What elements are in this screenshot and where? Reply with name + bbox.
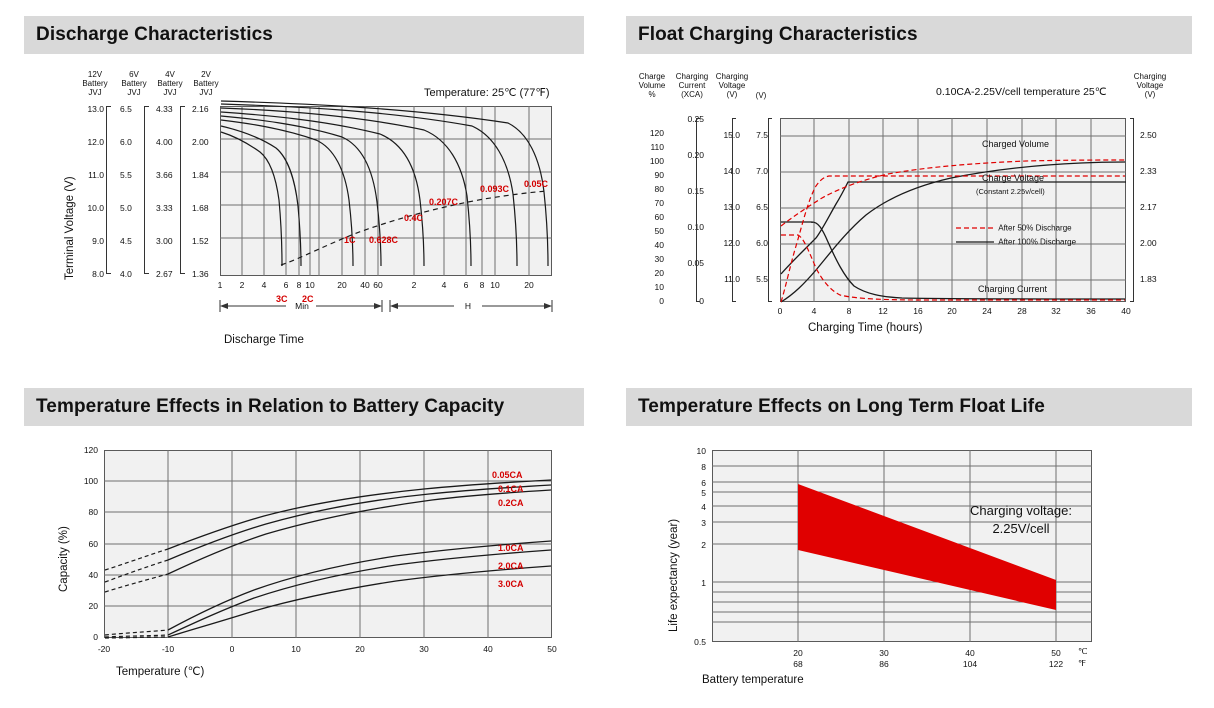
float-xtick-36: 36	[1086, 306, 1096, 316]
scale-2v-1: 2.00	[192, 137, 209, 147]
xtick-min-2: 2	[239, 280, 245, 290]
legend-label-50: After 50% Discharge	[998, 223, 1072, 233]
header-right-charging-voltage: Charging Voltage (V)	[1133, 72, 1167, 100]
header-2v: 2V Battery JVJ	[193, 70, 219, 98]
xtick-h-8: 8	[479, 280, 485, 290]
cap-ytick-60: 60	[88, 539, 98, 549]
float-curves	[626, 60, 1192, 360]
life-xtick-c-20: 20	[793, 648, 803, 658]
life-ytick-6: 6	[701, 478, 706, 488]
xtick-h-2: 2	[411, 280, 417, 290]
life-xunit-f: ℉	[1078, 658, 1087, 668]
scale-current-020: 0.20	[687, 150, 704, 160]
panel-float-title: Float Charging Characteristics	[626, 16, 1192, 54]
xtick-min-10: 10	[305, 280, 315, 290]
curve-label-04c: 0.4C	[404, 213, 424, 223]
cap-ytick-80: 80	[88, 507, 98, 517]
xtick-min-8: 8	[296, 280, 302, 290]
scale-12v-3: 10.0	[87, 203, 104, 213]
scale-4v-4: 3.00	[156, 236, 173, 246]
scale-voltage6-65: 6.5	[756, 202, 768, 212]
cap-xtick-10: 10	[291, 644, 301, 654]
scale-4v-5: 2.67	[156, 269, 173, 279]
scale-right-250: 2.50	[1140, 130, 1157, 140]
curve-label-0628c: 0.628C	[369, 235, 399, 245]
scale-2v-2: 1.84	[192, 170, 209, 180]
cap-label-10ca: 1.0CA	[498, 543, 524, 553]
cap-label-02ca: 0.2CA	[498, 498, 524, 508]
life-ytick-10: 10	[696, 446, 706, 456]
scale-4v-3: 3.33	[156, 203, 173, 213]
float-xtick-4: 4	[811, 306, 817, 316]
scale-voltage-13: 13.0	[723, 202, 740, 212]
scale-voltage6-70: 7.0	[756, 166, 768, 176]
xtick-min-4: 4	[261, 280, 267, 290]
header-12v: 12V Battery JVJ	[82, 70, 108, 98]
header-4v: 4V Battery JVJ	[157, 70, 183, 98]
float-x-axis-title: Charging Time (hours)	[808, 322, 923, 334]
scale-6v-4: 4.5	[120, 236, 132, 246]
float-life-chart	[626, 432, 1192, 692]
cap-ytick-40: 40	[88, 570, 98, 580]
curve-label-2c: 2C	[302, 294, 314, 304]
scale-voltage-14: 14.0	[723, 166, 740, 176]
xtick-h-4: 4	[441, 280, 447, 290]
discharge-y-axis-title: Terminal Voltage (V)	[64, 176, 76, 280]
scale-6v-1: 6.0	[120, 137, 132, 147]
cap-ytick-0: 0	[93, 632, 98, 642]
scale-volume-30: 30	[654, 254, 664, 264]
cap-xtick-50: 50	[547, 644, 557, 654]
scale-volume-70: 70	[654, 198, 664, 208]
legend-swatch-50	[956, 223, 996, 233]
cap-xtick-0: 0	[229, 644, 235, 654]
float-life-band	[626, 432, 1192, 692]
scale-6v-5: 4.0	[120, 269, 132, 279]
scale-6v-2: 5.5	[120, 170, 132, 180]
scale-right-233: 2.33	[1140, 166, 1157, 176]
cap-xtick-m10: -10	[161, 644, 175, 654]
xtick-min-60: 60	[373, 280, 383, 290]
curve-label-3c: 3C	[276, 294, 288, 304]
cap-xtick-30: 30	[419, 644, 429, 654]
scale-volume-10: 10	[654, 282, 664, 292]
scale-4v-0: 4.33	[156, 104, 173, 114]
cap-ytick-100: 100	[83, 476, 98, 486]
life-ytick-3: 3	[701, 518, 706, 528]
discharge-x-axis-title: Discharge Time	[224, 334, 304, 346]
curve-label-1c: 1C	[344, 235, 356, 245]
life-ytick-05: 0.5	[694, 637, 706, 647]
scale-voltage6-60: 6.0	[756, 238, 768, 248]
life-xtick-f-122: 122	[1048, 659, 1064, 669]
life-xunit-c: ℃	[1078, 646, 1088, 656]
panel-discharge-title: Discharge Characteristics	[24, 16, 584, 54]
float-legend-2	[956, 237, 1076, 247]
xtick-min-20: 20	[337, 280, 347, 290]
float-xtick-24: 24	[982, 306, 992, 316]
xtick-min-6: 6	[283, 280, 289, 290]
life-ytick-5: 5	[701, 488, 706, 498]
scale-current-005: 0.05	[687, 258, 704, 268]
cap-xtick-40: 40	[483, 644, 493, 654]
legend-label-100: After 100% Discharge	[998, 237, 1077, 247]
panel-float	[626, 16, 1192, 54]
scale-voltage-15: 15.0	[723, 130, 740, 140]
scale-right-183: 1.83	[1140, 274, 1157, 284]
cap-ytick-20: 20	[88, 601, 98, 611]
float-xtick-12: 12	[878, 306, 888, 316]
scale-current-025: 0.25	[687, 114, 704, 124]
life-xtick-f-68: 68	[793, 659, 803, 669]
label-charged-volume: Charged Volume	[982, 139, 1050, 149]
scale-6v-0: 6.5	[120, 104, 132, 114]
cap-label-30ca: 3.0CA	[498, 579, 524, 589]
scale-volume-0: 0	[659, 296, 664, 306]
scale-right-200: 2.00	[1140, 238, 1157, 248]
scale-12v-5: 8.0	[92, 269, 104, 279]
xtick-h-20: 20	[524, 280, 534, 290]
panel-temp-capacity	[24, 388, 584, 426]
float-chart	[626, 60, 1192, 360]
panel-float-life	[626, 388, 1192, 426]
panel-float-life-title: Temperature Effects on Long Term Float Life	[626, 388, 1192, 426]
curve-label-0093c: 0.093C	[480, 184, 510, 194]
scale-12v-1: 12.0	[87, 137, 104, 147]
scale-2v-5: 1.36	[192, 269, 209, 279]
label-charging-current: Charging Current	[978, 284, 1048, 294]
discharge-curves	[24, 60, 584, 360]
header-6v: 6V Battery JVJ	[121, 70, 147, 98]
cap-ytick-120: 120	[83, 445, 98, 455]
header-charging-current: Charging Current (XCA)	[675, 72, 709, 100]
discharge-temperature-note: Temperature: 25℃ (77℉)	[424, 87, 550, 99]
scale-volume-100: 100	[649, 156, 664, 166]
float-xtick-40: 40	[1121, 306, 1131, 316]
cap-xtick-m20: -20	[97, 644, 111, 654]
scale-12v-0: 13.0	[87, 104, 104, 114]
life-ytick-8: 8	[701, 462, 706, 472]
float-xtick-16: 16	[913, 306, 923, 316]
scale-volume-90: 90	[654, 170, 664, 180]
scale-volume-50: 50	[654, 226, 664, 236]
header-charging-voltage: Charging Voltage (V)	[715, 72, 749, 100]
scale-4v-1: 4.00	[156, 137, 173, 147]
scale-4v-2: 3.66	[156, 170, 173, 180]
float-legend	[956, 223, 1072, 233]
float-annotation: 0.10CA-2.25V/cell temperature 25℃	[936, 86, 1107, 98]
scale-current-0: 0	[699, 296, 704, 306]
temp-capacity-chart	[24, 432, 584, 692]
life-xtick-f-104: 104	[962, 659, 978, 669]
cap-xtick-20: 20	[355, 644, 365, 654]
scale-voltage-12: 12.0	[723, 238, 740, 248]
header-voltage-secondary: (V)	[755, 91, 767, 100]
range-label-min: Min	[295, 301, 309, 311]
discharge-chart	[24, 60, 584, 360]
range-label-h: H	[464, 301, 472, 311]
cap-label-01ca: 0.1CA	[498, 484, 524, 494]
life-xtick-c-40: 40	[965, 648, 975, 658]
xtick-min-40: 40	[360, 280, 370, 290]
life-callout	[926, 502, 1116, 537]
scale-volume-40: 40	[654, 240, 664, 250]
life-ytick-4: 4	[701, 502, 706, 512]
float-xtick-28: 28	[1017, 306, 1027, 316]
float-xtick-0: 0	[777, 306, 783, 316]
scale-2v-4: 1.52	[192, 236, 209, 246]
scale-current-015: 0.15	[687, 186, 704, 196]
xtick-h-6: 6	[463, 280, 469, 290]
label-charge-voltage: Charge Voltage	[982, 173, 1045, 183]
scale-voltage-11: 11.0	[724, 274, 740, 284]
scale-2v-3: 1.68	[192, 203, 209, 213]
cap-label-20ca: 2.0CA	[498, 561, 524, 571]
scale-voltage6-55: 5.5	[756, 274, 768, 284]
scale-right-217: 2.17	[1140, 202, 1157, 212]
scale-volume-110: 110	[650, 142, 664, 152]
life-ytick-1: 1	[701, 578, 706, 588]
float-xtick-20: 20	[947, 306, 957, 316]
xtick-min-1: 1	[217, 280, 223, 290]
panel-temp-capacity-title: Temperature Effects in Relation to Battery Capacity	[24, 388, 584, 426]
cap-y-axis-title: Capacity (%)	[58, 526, 70, 592]
life-xtick-f-86: 86	[879, 659, 889, 669]
scale-2v-0: 2.16	[192, 104, 209, 114]
cap-x-axis-title: Temperature (℃)	[116, 666, 205, 678]
curve-label-0207c: 0.207C	[429, 197, 459, 207]
cap-label-005ca: 0.05CA	[492, 470, 523, 480]
life-xtick-c-50: 50	[1051, 648, 1061, 658]
scale-12v-2: 11.0	[88, 170, 104, 180]
life-y-axis-title: Life expectancy (year)	[668, 518, 680, 632]
life-xtick-c-30: 30	[879, 648, 889, 658]
scale-voltage6-75: 7.5	[756, 130, 768, 140]
curve-label-005c: 0.05C	[524, 179, 549, 189]
scale-current-010: 0.10	[687, 222, 704, 232]
scale-volume-20: 20	[654, 268, 664, 278]
scale-volume-120: 120	[649, 128, 664, 138]
float-xtick-8: 8	[846, 306, 852, 316]
panel-discharge	[24, 16, 584, 54]
label-charge-voltage-sub: (Constant 2.25v/cell)	[976, 187, 1045, 196]
life-callout-line2: 2.25V/cell	[992, 520, 1050, 536]
life-ytick-2: 2	[701, 540, 706, 550]
scale-volume-80: 80	[654, 184, 664, 194]
float-xtick-32: 32	[1051, 306, 1061, 316]
scale-volume-60: 60	[654, 212, 664, 222]
life-x-axis-title: Battery temperature	[702, 674, 804, 686]
life-callout-line1: Charging voltage:	[970, 503, 1072, 518]
header-charge-volume: Charge Volume %	[638, 72, 666, 100]
scale-6v-3: 5.0	[120, 203, 132, 213]
legend-swatch-100	[956, 237, 996, 247]
xtick-h-10: 10	[490, 280, 500, 290]
scale-12v-4: 9.0	[92, 236, 104, 246]
